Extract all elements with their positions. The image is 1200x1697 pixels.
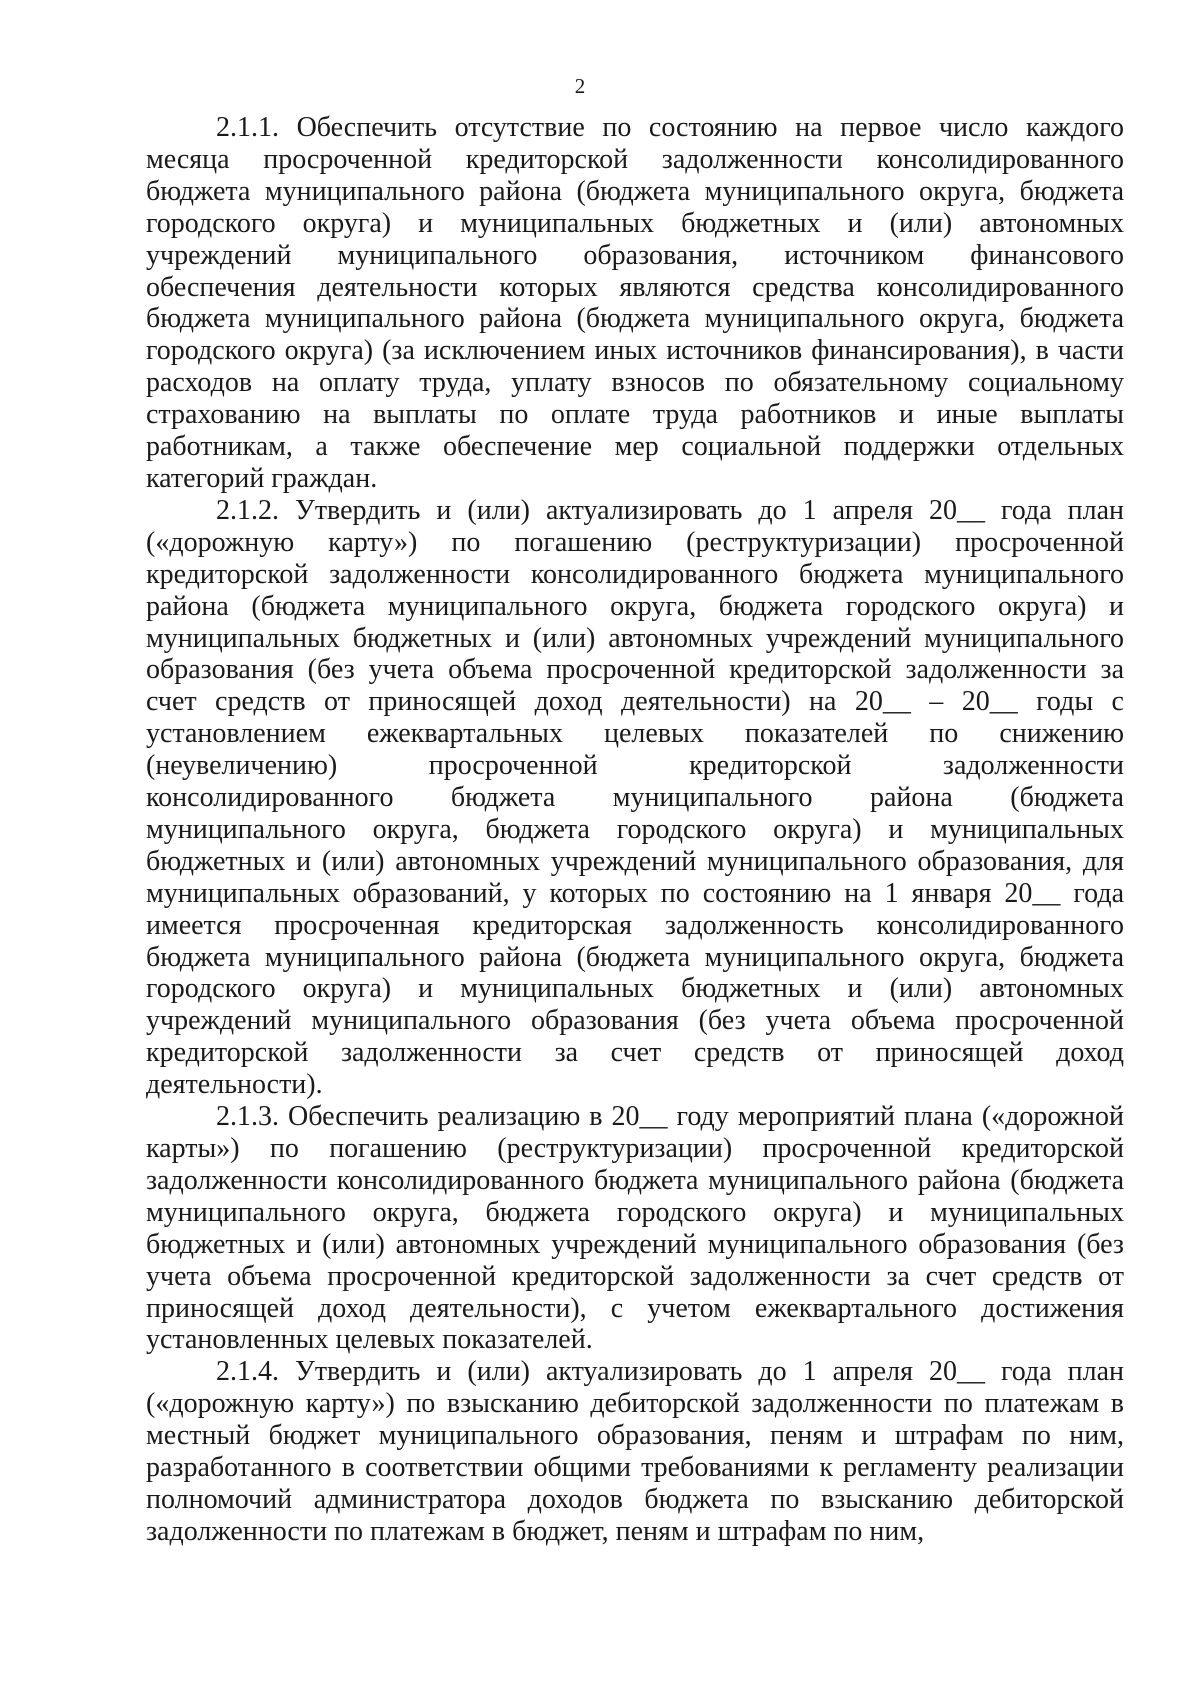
page-number: 2	[574, 74, 586, 98]
document-body	[146, 112, 1124, 1548]
paragraph-2-1-2: 2.1.2. Утвердить и (или) актуализировать до 1 апреля 20__ года план («дорожную карту») по погашению (реструктуризации) просроченной кредиторской задолженности консолидированного бюджета муниципального района (бюджета муниципального округа, бюджета городского округа) и муниципальных бюджетных и (или) автономных учреждений муниципального образования (без учета объема просроченной кредиторской задолженности за счет средств от приносящей доход деятельности) на 20__ – 20__ годы с установлением ежеквартальных целевых показателей по снижению (неувеличению) просроченной кредиторской задолженности консолидированного бюджета муниципального района (бюджета муниципального округа, бюджета городского округа) и муниципальных бюджетных и (или) автономных учреждений муниципального образования, для муниципальных образований, у которых по состоянию на 1 января 20__ года имеется просроченная кредиторская задолженность консолидированного бюджета муниципального района (бюджета муниципального округа, бюджета городского округа) и муниципальных бюджетных и (или) автономных учреждений муниципального образования (без учета объема просроченной кредиторской задолженности за счет средств от приносящей доход деятельности).	[146, 494, 1124, 1101]
paragraph-2-1-3: 2.1.3. Обеспечить реализацию в 20__ году мероприятий плана («дорожной карты») по погашению (реструктуризации) просроченной кредиторской задолженности консолидированного бюджета муниципального района (бюджета муниципального округа, бюджета городского округа) и муниципальных бюджетных и (или) автономных учреждений муниципального образования (без учета объема просроченной кредиторской задолженности за счет средств от приносящей доход деятельности), с учетом ежеквартального достижения установленных целевых показателей.	[146, 1101, 1124, 1356]
paragraph-2-1-4: 2.1.4. Утвердить и (или) актуализировать до 1 апреля 20__ года план («дорожную карту») по взысканию дебиторской задолженности по платежам в местный бюджет муниципального образования, пеням и штрафам по ним, разработанного в соответствии общими требованиями к регламенту реализации полномочий администратора доходов бюджета по взысканию дебиторской задолженности по платежам в бюджет, пеням и штрафам по ним,	[146, 1356, 1124, 1547]
paragraph-2-1-1: 2.1.1. Обеспечить отсутствие по состоянию на первое число каждого месяца просроченной кредиторской задолженности консолидированного бюджета муниципального района (бюджета муниципального округа, бюджета городского округа) и муниципальных бюджетных и (или) автономных учреждений муниципального образования, источником финансового обеспечения деятельности которых являются средства консолидированного бюджета муниципального района (бюджета муниципального округа, бюджета городского округа) (за исключением иных источников финансирования), в части расходов на оплату труда, уплату взносов по обязательному социальному страхованию на выплаты по оплате труда работников и иные выплаты работникам, а также обеспечение мер социальной поддержки отдельных категорий граждан.	[146, 112, 1124, 494]
